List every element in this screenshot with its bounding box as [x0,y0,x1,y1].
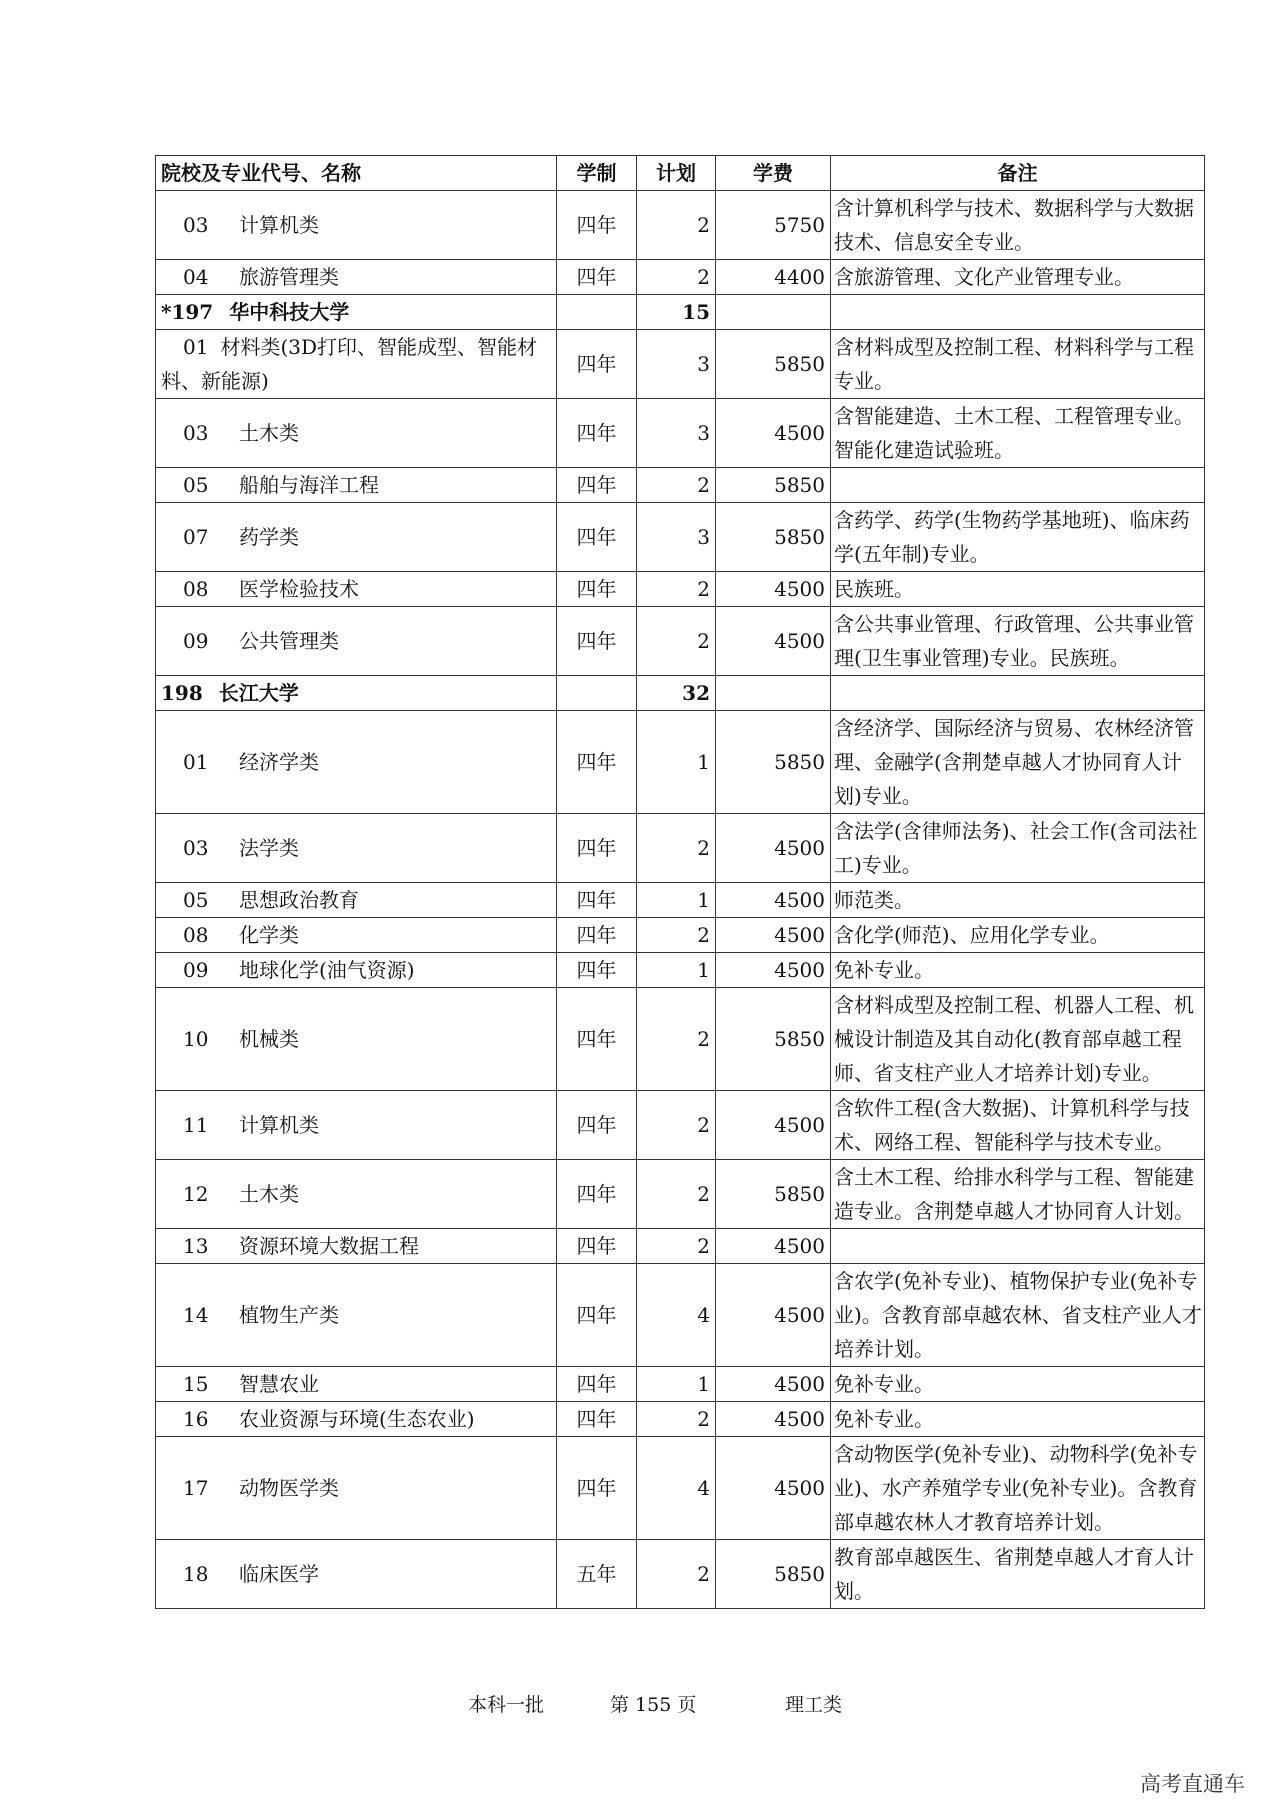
major-cell [156,399,557,468]
fee-cell [716,295,831,330]
fee-cell: 5750 [716,191,831,260]
fee-cell: 5850 [716,711,831,814]
table-row [156,191,1205,260]
fee-cell: 4500 [716,572,831,607]
header-fee: 学费 [716,156,831,191]
remark-cell: 含经济学、国际经济与贸易、农林经济管理、金融学(含荆楚卓越人才协同育人计划)专业。 [831,711,1205,814]
fee-cell [716,676,831,711]
school-row [156,676,1205,711]
fee-cell: 4500 [716,883,831,918]
table-row [156,918,1205,953]
major-cell [156,468,557,503]
major-cell [156,953,557,988]
header-length: 学制 [557,156,637,191]
remark-cell: 含农学(免补专业)、植物保护专业(免补专业)。含教育部卓越农林、省支柱产业人才培养计划。 [831,1264,1205,1367]
length-cell: 四年 [557,1264,637,1367]
table-row [156,1264,1205,1367]
school-name: 长江大学 [218,681,299,705]
fee-cell: 4500 [716,1264,831,1367]
fee-cell: 4500 [716,1437,831,1540]
fee-cell: 4500 [716,1367,831,1402]
plan-cell: 2 [637,260,716,295]
remark-cell: 含旅游管理、文化产业管理专业。 [831,260,1205,295]
table-row [156,1367,1205,1402]
plan-cell: 4 [637,1437,716,1540]
plan-cell: 1 [637,883,716,918]
length-cell [557,295,637,330]
remark-cell: 含公共事业管理、行政管理、公共事业管理(卫生事业管理)专业。民族班。 [831,607,1205,676]
major-name: 机械类 [239,1027,299,1051]
major-name: 计算机类 [239,1113,319,1137]
major-name: 法学类 [239,836,299,860]
plan-cell: 2 [637,918,716,953]
major-cell [156,988,557,1091]
plan-cell: 2 [637,1402,716,1437]
plan-cell: 2 [637,1160,716,1229]
length-cell: 四年 [557,1437,637,1540]
major-name: 思想政治教育 [239,888,359,912]
fee-cell: 4500 [716,1402,831,1437]
plan-cell: 4 [637,1264,716,1367]
major-code: 09 [183,958,209,982]
fee-cell: 5850 [716,468,831,503]
footer-category: 理工类 [785,1694,843,1716]
major-name: 土木类 [239,421,299,445]
length-cell: 四年 [557,883,637,918]
table-row [156,1091,1205,1160]
major-cell [156,1437,557,1540]
major-cell [156,1402,557,1437]
school-plan-cell: 32 [637,676,716,711]
table-row [156,883,1205,918]
length-cell: 四年 [557,260,637,295]
major-name: 计算机类 [239,213,319,237]
major-cell [156,260,557,295]
major-code: 01 [183,750,209,774]
major-cell [156,330,557,399]
major-name: 化学类 [239,923,299,947]
remark-cell: 含化学(师范)、应用化学专业。 [831,918,1205,953]
length-cell: 四年 [557,953,637,988]
remark-cell: 含计算机科学与技术、数据科学与大数据技术、信息安全专业。 [831,191,1205,260]
major-code: 12 [183,1182,209,1206]
table-row [156,572,1205,607]
major-name: 临床医学 [239,1562,319,1586]
major-cell [156,918,557,953]
major-name: 资源环境大数据工程 [239,1234,419,1258]
table-row [156,711,1205,814]
major-code: 11 [183,1113,209,1137]
header-name: 院校及专业代号、名称 [156,156,557,191]
remark-cell: 免补专业。 [831,1367,1205,1402]
remark-cell: 含动物医学(免补专业)、动物科学(免补专业)、水产养殖学专业(免补专业)。含教育部卓越农林人才教育培养计划。 [831,1437,1205,1540]
major-code: 15 [183,1372,209,1396]
major-name: 药学类 [239,525,299,549]
fee-cell: 5850 [716,1160,831,1229]
major-code: 14 [183,1303,209,1327]
remark-cell: 民族班。 [831,572,1205,607]
length-cell: 四年 [557,607,637,676]
plan-cell: 2 [637,607,716,676]
major-code: 03 [183,836,209,860]
remark-cell: 含土木工程、给排水科学与工程、智能建造专业。含荆楚卓越人才协同育人计划。 [831,1160,1205,1229]
major-name: 植物生产类 [239,1303,339,1327]
major-cell [156,1367,557,1402]
remark-cell: 免补专业。 [831,953,1205,988]
fee-cell: 5850 [716,1540,831,1609]
plan-cell: 2 [637,988,716,1091]
plan-cell: 2 [637,191,716,260]
header-plan: 计划 [637,156,716,191]
school-plan-cell: 15 [637,295,716,330]
length-cell: 四年 [557,1091,637,1160]
plan-cell: 3 [637,503,716,572]
plan-cell: 1 [637,711,716,814]
major-cell [156,1091,557,1160]
table-row [156,399,1205,468]
major-cell [156,1229,557,1264]
major-name: 旅游管理类 [239,265,339,289]
table-row [156,1540,1205,1609]
table-row [156,988,1205,1091]
school-cell [156,295,557,330]
major-code: 07 [183,525,209,549]
remark-cell [831,468,1205,503]
plan-cell: 2 [637,1540,716,1609]
length-cell: 四年 [557,330,637,399]
plan-cell: 2 [637,814,716,883]
major-code: 10 [183,1027,209,1051]
major-code: 13 [183,1234,209,1258]
school-name: 华中科技大学 [229,300,350,324]
length-cell: 四年 [557,503,637,572]
length-cell: 四年 [557,399,637,468]
major-code: 09 [183,629,209,653]
fee-cell: 4500 [716,607,831,676]
major-name: 农业资源与环境(生态农业) [239,1407,475,1431]
length-cell: 四年 [557,1402,637,1437]
remark-cell [831,676,1205,711]
plan-cell: 2 [637,468,716,503]
school-row [156,295,1205,330]
major-cell [156,1160,557,1229]
table-row [156,953,1205,988]
major-code: 08 [183,923,209,947]
length-cell: 四年 [557,1367,637,1402]
table-header-row [156,156,1205,191]
length-cell: 四年 [557,468,637,503]
fee-cell: 4500 [716,399,831,468]
plan-cell: 2 [637,572,716,607]
remark-cell: 含软件工程(含大数据)、计算机科学与技术、网络工程、智能科学与技术专业。 [831,1091,1205,1160]
remark-cell: 含智能建造、土木工程、工程管理专业。智能化建造试验班。 [831,399,1205,468]
fee-cell: 5850 [716,330,831,399]
remark-cell [831,1229,1205,1264]
major-cell [156,883,557,918]
remark-cell: 含法学(含律师法务)、社会工作(含司法社工)专业。 [831,814,1205,883]
major-cell [156,503,557,572]
school-code: 198 [161,681,203,705]
table-row [156,607,1205,676]
major-cell [156,191,557,260]
plan-cell: 1 [637,1367,716,1402]
major-code: 01 [183,335,209,359]
plan-cell: 2 [637,1229,716,1264]
length-cell: 四年 [557,1160,637,1229]
major-name: 地球化学(油气资源) [239,958,415,982]
remark-cell: 师范类。 [831,883,1205,918]
table-row [156,260,1205,295]
remark-cell: 含药学、药学(生物药学基地班)、临床药学(五年制)专业。 [831,503,1205,572]
plan-cell: 2 [637,1091,716,1160]
table-row [156,330,1205,399]
remark-cell: 含材料成型及控制工程、机器人工程、机械设计制造及其自动化(教育部卓越工程师、省支柱产业人才培养计划)专业。 [831,988,1205,1091]
major-name: 智慧农业 [239,1372,319,1396]
plan-cell: 1 [637,953,716,988]
major-name: 公共管理类 [239,629,339,653]
fee-cell: 5850 [716,988,831,1091]
remark-cell: 教育部卓越医生、省荆楚卓越人才育人计划。 [831,1540,1205,1609]
watermark-text: 高考直通车 [1140,1772,1245,1796]
table-row [156,1160,1205,1229]
major-code: 18 [183,1562,209,1586]
major-code: 16 [183,1407,209,1431]
admission-plan-table [155,155,1205,1609]
fee-cell: 4400 [716,260,831,295]
major-cell [156,711,557,814]
remark-cell: 免补专业。 [831,1402,1205,1437]
table-row [156,1229,1205,1264]
length-cell [557,676,637,711]
major-name: 船舶与海洋工程 [239,473,379,497]
fee-cell: 4500 [716,1091,831,1160]
plan-cell: 3 [637,330,716,399]
table-row [156,1402,1205,1437]
major-cell [156,607,557,676]
major-code: 03 [183,213,209,237]
major-cell [156,572,557,607]
table-row [156,1437,1205,1540]
length-cell: 四年 [557,711,637,814]
length-cell: 四年 [557,988,637,1091]
remark-cell: 含材料成型及控制工程、材料科学与工程专业。 [831,330,1205,399]
fee-cell: 5850 [716,503,831,572]
length-cell: 四年 [557,572,637,607]
major-cell [156,814,557,883]
major-name: 材料类(3D打印、智能成型、智能材料、新能源) [161,335,538,393]
major-cell [156,1540,557,1609]
school-code: *197 [161,300,214,324]
header-remark: 备注 [831,156,1205,191]
table-row [156,503,1205,572]
major-name: 经济学类 [239,750,319,774]
footer-batch: 本科一批 [468,1694,545,1716]
fee-cell: 4500 [716,953,831,988]
major-code: 17 [183,1476,209,1500]
length-cell: 五年 [557,1540,637,1609]
length-cell: 四年 [557,191,637,260]
table-row [156,468,1205,503]
major-name: 动物医学类 [239,1476,339,1500]
length-cell: 四年 [557,814,637,883]
length-cell: 四年 [557,918,637,953]
major-code: 03 [183,421,209,445]
major-code: 04 [183,265,209,289]
school-cell [156,676,557,711]
footer-page-number: 第 155 页 [610,1694,697,1716]
fee-cell: 4500 [716,1229,831,1264]
major-name: 医学检验技术 [239,577,359,601]
major-cell [156,1264,557,1367]
remark-cell [831,295,1205,330]
major-code: 05 [183,888,209,912]
table-row [156,814,1205,883]
fee-cell: 4500 [716,814,831,883]
major-name: 土木类 [239,1182,299,1206]
fee-cell: 4500 [716,918,831,953]
length-cell: 四年 [557,1229,637,1264]
major-code: 05 [183,473,209,497]
major-code: 08 [183,577,209,601]
plan-cell: 3 [637,399,716,468]
